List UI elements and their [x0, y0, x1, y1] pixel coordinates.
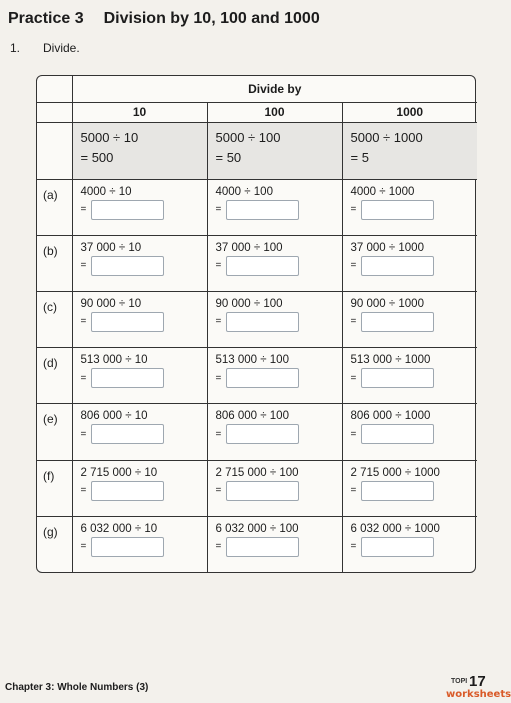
problem-cell [72, 460, 207, 516]
problem-expression: 6 032 000 ÷ 1000 [350, 522, 440, 535]
equals-sign: = [80, 204, 87, 215]
equals-sign: = [215, 485, 222, 497]
problem-cell [342, 348, 477, 404]
answer-box[interactable] [91, 256, 164, 276]
problem-expression: 90 000 ÷ 100 [215, 297, 283, 310]
division-table [36, 75, 476, 573]
example-result: = 500 [80, 149, 114, 165]
logo-topi-text: TOPI [451, 678, 468, 685]
example-cell-10 [72, 122, 207, 179]
table-row [37, 460, 477, 516]
equals-sign: = [80, 316, 87, 328]
problem-expression: 6 032 000 ÷ 10 [80, 522, 158, 535]
page-header [8, 10, 320, 28]
answer-line [216, 537, 342, 557]
problem-cell [207, 291, 342, 347]
answer-box[interactable] [91, 481, 164, 501]
column-header-100: 100 [207, 102, 342, 122]
problem-cell [207, 235, 342, 291]
example-expression: 5000 ÷ 10 [80, 129, 139, 145]
answer-line [81, 312, 207, 332]
problem-expression: 90 000 ÷ 10 [80, 297, 142, 310]
divide-by-header: Divide by [72, 76, 477, 102]
problem-expression: 2 715 000 ÷ 1000 [350, 466, 440, 479]
table-row [37, 291, 477, 347]
problem-expression: 806 000 ÷ 100 [215, 410, 289, 423]
problem-expression: 513 000 ÷ 1000 [350, 354, 431, 367]
problem-expression: 37 000 ÷ 100 [215, 241, 283, 254]
page-title: Division by 10, 100 and 1000 [103, 10, 320, 27]
problem-expression: 2 715 000 ÷ 10 [80, 466, 158, 479]
corner-cell [37, 102, 72, 122]
answer-line [351, 537, 478, 557]
problem-expression: 37 000 ÷ 1000 [350, 241, 424, 254]
answer-line [351, 424, 478, 444]
answer-line [351, 256, 478, 276]
table-row [37, 404, 477, 460]
example-expression: 5000 ÷ 1000 [350, 129, 423, 145]
answer-box[interactable] [226, 312, 299, 332]
answer-box[interactable] [361, 256, 434, 276]
equals-sign: = [350, 372, 357, 384]
problem-cell [72, 348, 207, 404]
answer-line [351, 481, 478, 501]
answer-box[interactable] [226, 368, 299, 388]
answer-line [81, 200, 207, 220]
answer-line [216, 481, 342, 501]
problem-cell [72, 516, 207, 572]
answer-box[interactable] [361, 312, 434, 332]
row-label: (c) [37, 291, 72, 347]
corner-cell [37, 76, 72, 102]
column-header-10: 10 [72, 102, 207, 122]
row-label: (f) [37, 460, 72, 516]
page-number: 17 [469, 673, 486, 690]
equals-sign: = [215, 541, 222, 553]
equals-sign: = [215, 428, 222, 440]
row-label: (a) [37, 179, 72, 235]
problem-cell [207, 348, 342, 404]
problem-cell [72, 235, 207, 291]
example-result: = 50 [215, 149, 242, 165]
equals-sign: = [80, 541, 87, 553]
problem-expression: 4000 ÷ 100 [215, 185, 273, 198]
example-result: = 5 [350, 149, 369, 165]
equals-sign: = [80, 372, 87, 384]
table-row [37, 348, 477, 404]
answer-box[interactable] [226, 256, 299, 276]
answer-box[interactable] [226, 200, 299, 220]
question-instruction: Divide. [43, 41, 80, 55]
answer-box[interactable] [361, 200, 434, 220]
problem-expression: 6 032 000 ÷ 100 [215, 522, 299, 535]
problem-expression: 513 000 ÷ 10 [80, 354, 148, 367]
equals-sign: = [350, 316, 357, 328]
example-expression: 5000 ÷ 100 [215, 129, 281, 145]
answer-box[interactable] [91, 424, 164, 444]
equals-sign: = [80, 260, 87, 272]
answer-box[interactable] [361, 481, 434, 501]
answer-line [351, 312, 478, 332]
table-row [37, 235, 477, 291]
equals-sign: = [350, 204, 357, 215]
problem-expression: 4000 ÷ 10 [80, 185, 132, 198]
answer-box[interactable] [226, 424, 299, 444]
equals-sign: = [350, 485, 357, 497]
example-cell-1000 [342, 122, 477, 179]
problem-cell [342, 235, 477, 291]
equals-sign: = [215, 260, 222, 272]
answer-line [81, 424, 207, 444]
column-header-1000: 1000 [342, 102, 477, 122]
problem-cell [72, 291, 207, 347]
equals-sign: = [350, 260, 357, 272]
problem-cell [207, 460, 342, 516]
equals-sign: = [80, 485, 87, 497]
answer-box[interactable] [91, 368, 164, 388]
problem-expression: 90 000 ÷ 1000 [350, 297, 424, 310]
answer-line [81, 481, 207, 501]
answer-box[interactable] [361, 368, 434, 388]
problem-cell [72, 404, 207, 460]
problem-expression: 806 000 ÷ 10 [80, 410, 148, 423]
answer-line [216, 256, 342, 276]
answer-box[interactable] [91, 537, 164, 557]
equals-sign: = [350, 428, 357, 440]
problem-cell [342, 291, 477, 347]
equals-sign: = [215, 372, 222, 384]
answer-line [216, 200, 342, 220]
problem-cell [342, 516, 477, 572]
problem-cell [342, 460, 477, 516]
row-label: (g) [37, 516, 72, 572]
problem-cell [342, 404, 477, 460]
table-row [37, 516, 477, 572]
problem-cell [207, 179, 342, 235]
row-label: (b) [37, 235, 72, 291]
problem-expression: 4000 ÷ 1000 [350, 185, 415, 198]
answer-box[interactable] [226, 481, 299, 501]
example-cell-100 [207, 122, 342, 179]
answer-box[interactable] [91, 200, 164, 220]
practice-label: Practice 3 [8, 10, 84, 27]
answer-line [81, 256, 207, 276]
problem-cell [207, 516, 342, 572]
problem-cell [207, 404, 342, 460]
answer-line [216, 424, 342, 444]
equals-sign: = [80, 428, 87, 440]
answer-box[interactable] [361, 424, 434, 444]
problem-expression: 37 000 ÷ 10 [80, 241, 142, 254]
answer-box[interactable] [91, 312, 164, 332]
row-label: (e) [37, 404, 72, 460]
corner-cell [37, 122, 72, 179]
equals-sign: = [215, 204, 222, 215]
problem-expression: 806 000 ÷ 1000 [350, 410, 431, 423]
question-number: 1. [10, 41, 21, 55]
problem-cell [342, 179, 477, 235]
logo-worksheets-text: worksheets [446, 689, 511, 700]
answer-box[interactable] [226, 537, 299, 557]
answer-box[interactable] [361, 537, 434, 557]
answer-line [216, 312, 342, 332]
problem-expression: 2 715 000 ÷ 100 [215, 466, 299, 479]
answer-line [351, 368, 478, 388]
problem-expression: 513 000 ÷ 100 [215, 354, 289, 367]
equals-sign: = [215, 316, 222, 328]
problem-cell [72, 179, 207, 235]
answer-line [216, 368, 342, 388]
row-label: (d) [37, 348, 72, 404]
answer-line [81, 368, 207, 388]
answer-line [351, 200, 478, 220]
answer-line [81, 537, 207, 557]
equals-sign: = [350, 541, 357, 553]
chapter-footer: Chapter 3: Whole Numbers (3) [5, 682, 149, 693]
table-row [37, 179, 477, 235]
